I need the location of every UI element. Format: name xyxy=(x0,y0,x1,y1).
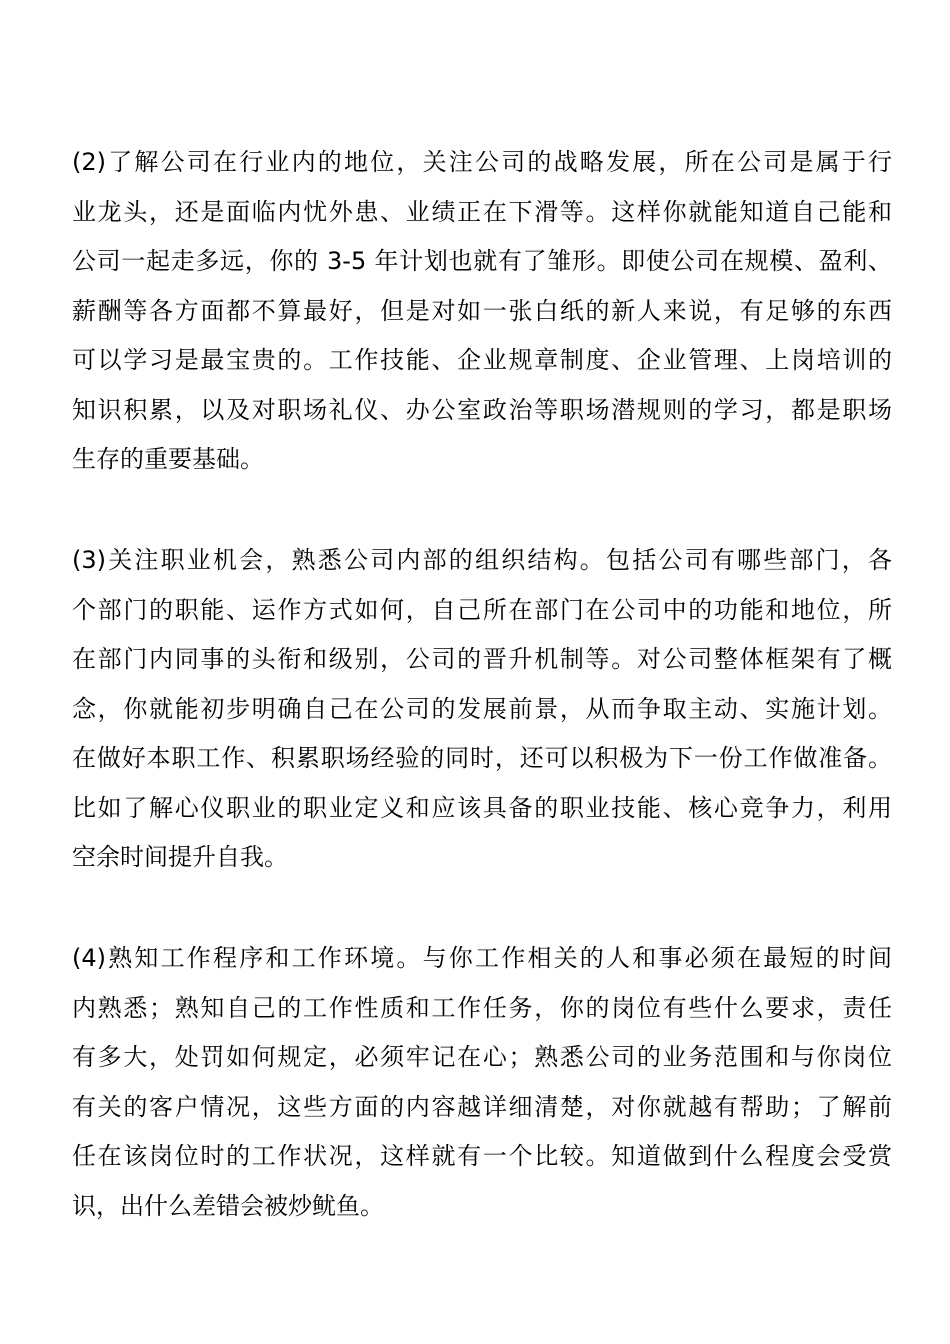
paragraph-work-procedures xyxy=(72,934,892,1231)
text-line: 在部门内同事的头衔和级别，公司的晋升机制等。对公司整体框架有了概 xyxy=(72,645,892,673)
text-line: 念，你就能初步明确自己在公司的发展前景，从而争取主动、实施计划。 xyxy=(72,694,892,723)
text-line: (2)了解公司在行业内的地位，关注公司的战略发展，所在公司是属于行 xyxy=(72,148,892,176)
text-line: 任在该岗位时的工作状况，这样就有一个比较。知道做到什么程度会受赏 xyxy=(72,1142,892,1170)
text-line: 空余时间提升自我。 xyxy=(72,843,288,871)
text-line: (4)熟知工作程序和工作环境。与你工作相关的人和事必须在最短的时间 xyxy=(72,944,892,972)
paragraph-career-opportunities xyxy=(72,536,892,883)
text-line: 在做好本职工作、积累职场经验的同时，还可以积极为下一份工作做准备。 xyxy=(72,744,892,772)
paragraph-company-position xyxy=(72,138,892,485)
text-line: 识，出什么差错会被炒鱿鱼。 xyxy=(72,1191,384,1220)
text-line: 有多大，处罚如何规定，必须牢记在心；熟悉公司的业务范围和与你岗位 xyxy=(72,1043,892,1071)
text-line: 生存的重要基础。 xyxy=(72,445,264,473)
text-line: (3)关注职业机会，熟悉公司内部的组织结构。包括公司有哪些部门，各 xyxy=(72,546,892,574)
text-line: 薪酬等各方面都不算最好，但是对如一张白纸的新人来说，有足够的东西 xyxy=(72,296,892,325)
text-line: 比如了解心仪职业的职业定义和应该具备的职业技能、核心竞争力，利用 xyxy=(72,793,892,822)
text-line: 内熟悉；熟知自己的工作性质和工作任务，你的岗位有些什么要求，责任 xyxy=(72,993,892,1022)
text-line: 个部门的职能、运作方式如何，自己所在部门在公司中的功能和地位，所 xyxy=(72,595,892,624)
text-line: 有关的客户情况，这些方面的内容越详细清楚，对你就越有帮助；了解前 xyxy=(72,1092,892,1121)
text-line: 公司一起走多远，你的 3-5 年计划也就有了雏形。即使公司在规模、盈利、 xyxy=(72,247,892,275)
text-line: 业龙头，还是面临内忧外患、业绩正在下滑等。这样你就能知道自己能和 xyxy=(72,197,892,226)
text-line: 知识积累，以及对职场礼仪、办公室政治等职场潜规则的学习，都是职场 xyxy=(72,395,892,424)
text-line: 可以学习是最宝贵的。工作技能、企业规章制度、企业管理、上岗培训的 xyxy=(72,346,892,374)
